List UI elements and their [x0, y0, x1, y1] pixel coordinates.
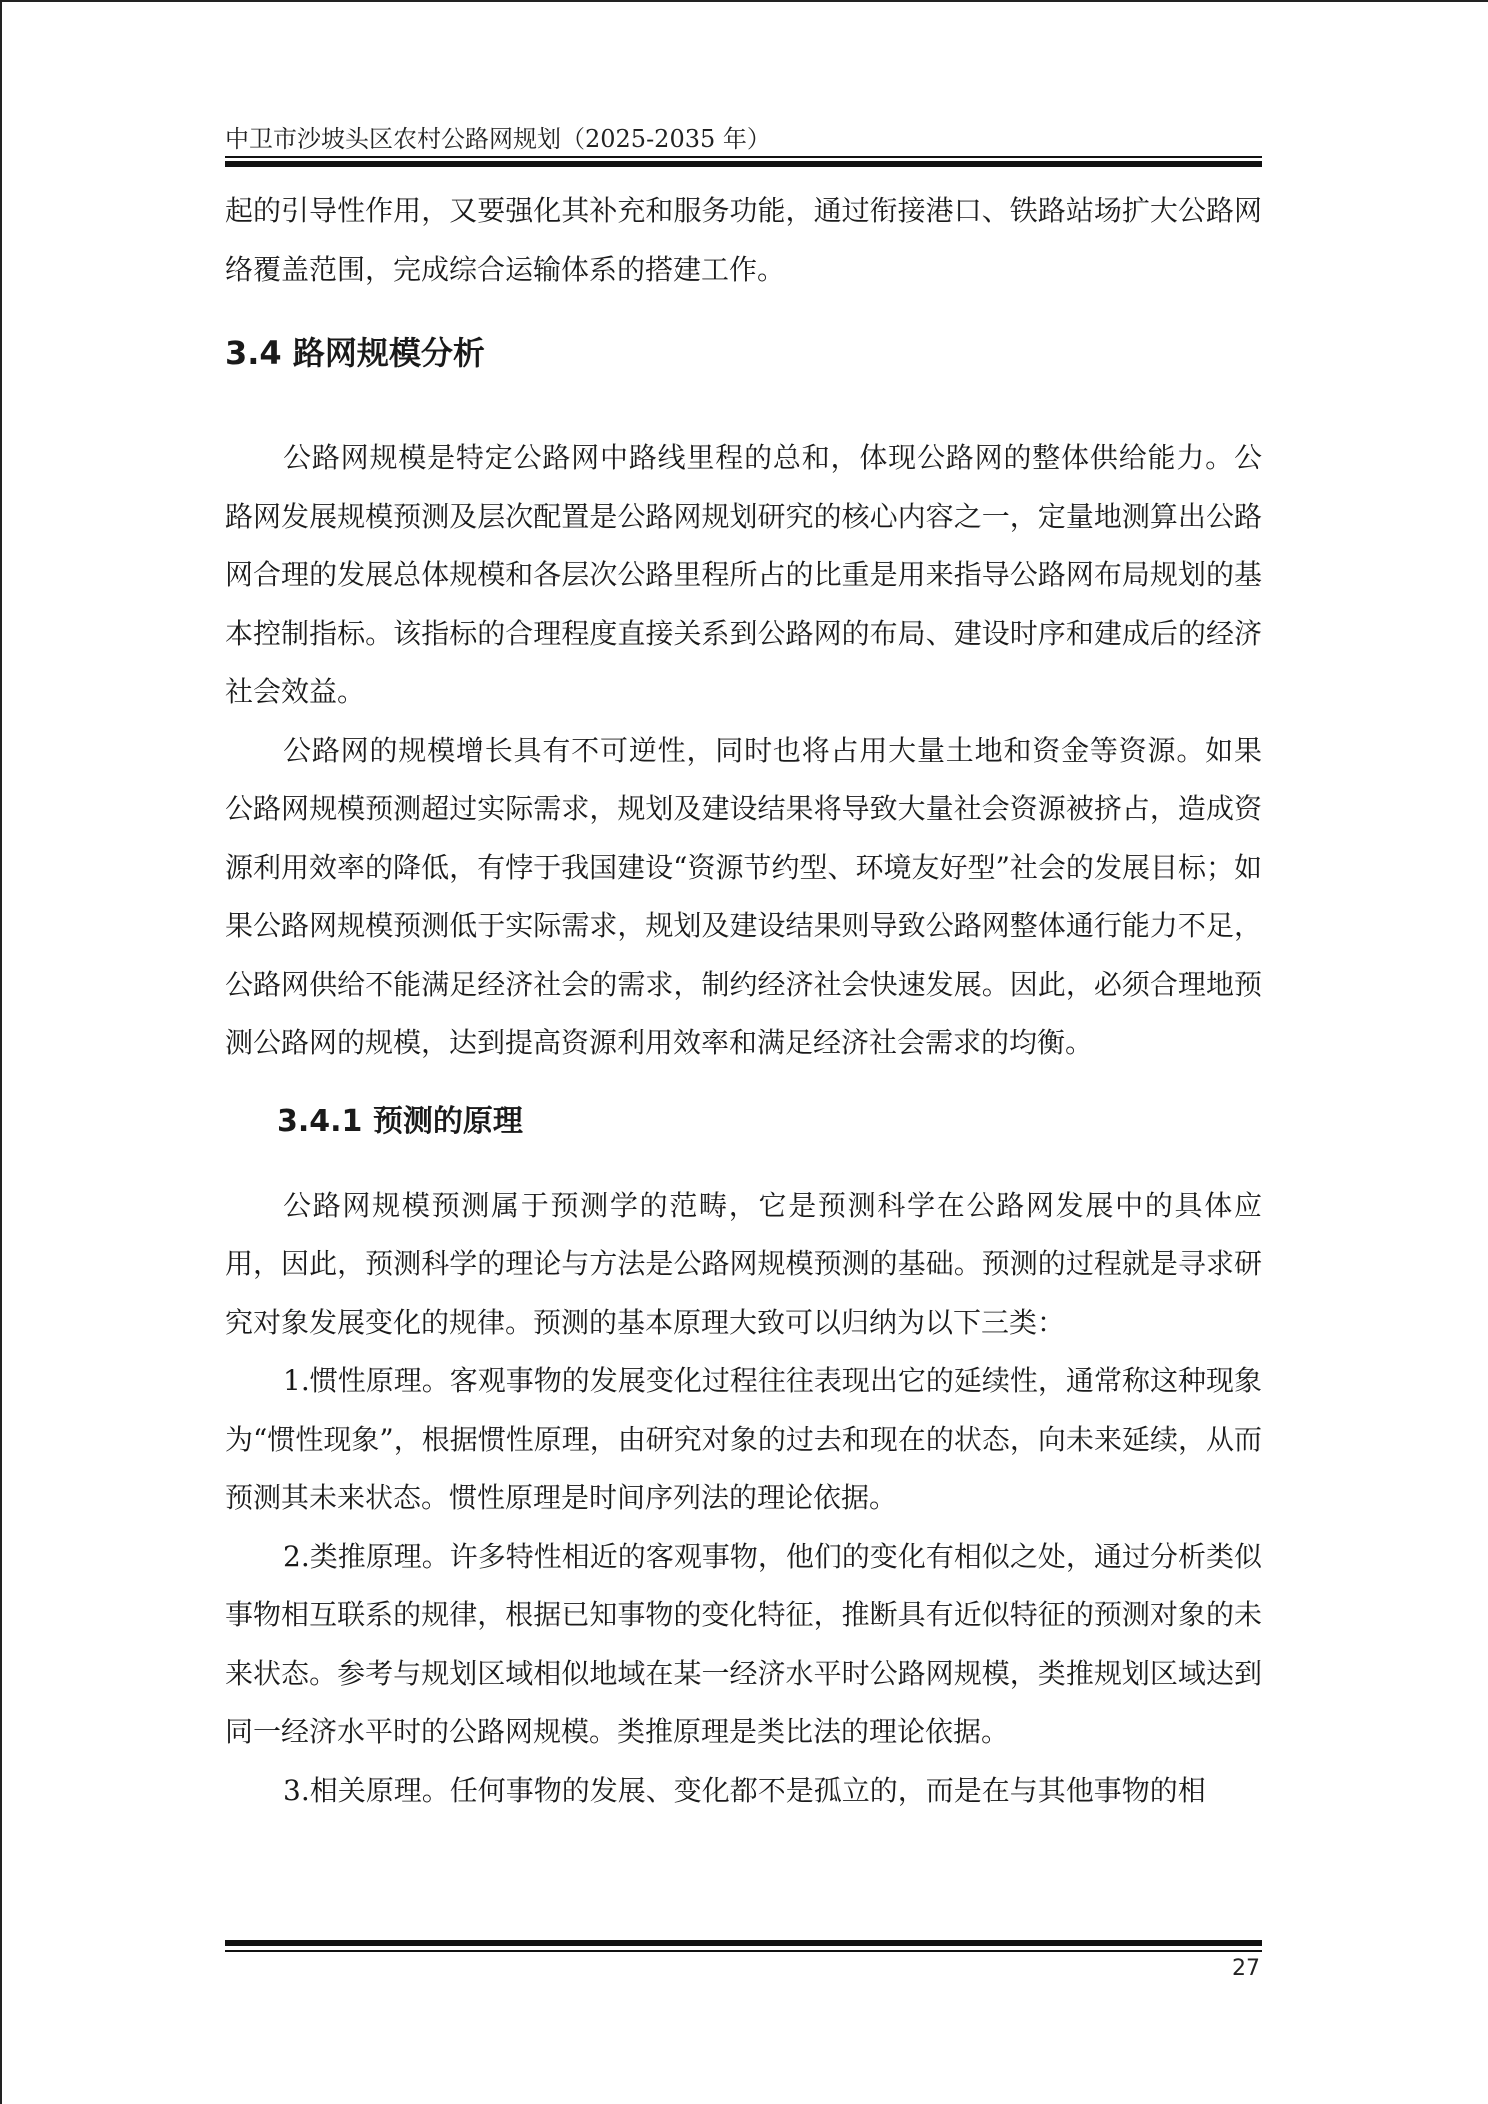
subsection-heading-3-4-1: 3.4.1 预测的原理: [277, 1103, 523, 1139]
page-edge-left: [0, 0, 2, 2104]
section-heading-3-4: 3.4 路网规模分析: [225, 334, 485, 372]
body-paragraph: 公路网规模是特定公路网中路线里程的总和，体现公路网的整体供给能力。公路网发展规模预测及层次配置是公路网规划研究的核心内容之一，定量地测算出公路网合理的发展总体规模和各层次公路里程所占的比重是用来指导公路网布局规划的基本控制指标。该指标的合理程度直接关系到公路网的布局、建设时序和建成后的经济社会效益。: [225, 441, 1262, 708]
running-header: 中卫市沙坡头区农村公路网规划（2025-2035 年）: [225, 125, 771, 153]
header-rule-thick: [225, 161, 1262, 167]
body-paragraph: 公路网的规模增长具有不可逆性，同时也将占用大量土地和资金等资源。如果公路网规模预测超过实际需求，规划及建设结果将导致大量社会资源被挤占，造成资源利用效率的降低，有悖于我国建设“资源节约型、环境友好型”社会的发展目标；如果公路网规模预测低于实际需求，规划及建设结果则导致公路网整体通行能力不足，公路网供给不能满足经济社会的需求，制约经济社会快速发展。因此，必须合理地预测公路网的规模，达到提高资源利用效率和满足经济社会需求的均衡。: [225, 733, 1262, 1059]
page-number: 27: [1232, 1956, 1260, 1981]
body-paragraph: 公路网规模预测属于预测学的范畴，它是预测科学在公路网发展中的具体应用，因此，预测科学的理论与方法是公路网规模预测的基础。预测的过程就是寻求研究对象发展变化的规律。预测的基本原理大致可以归纳为以下三类：: [225, 1188, 1262, 1339]
principle-item-correlation: 3.相关原理。任何事物的发展、变化都不是孤立的，而是在与其他事物的相: [283, 1773, 1206, 1807]
footer-rule-thin: [225, 1950, 1262, 1952]
header-rule-thin: [225, 156, 1262, 158]
principle-item-inertia: 1.惯性原理。客观事物的发展变化过程往往表现出它的延续性，通常称这种现象为“惯性现象”，根据惯性原理，由研究对象的过去和现在的状态，向未来延续，从而预测其未来状态。惯性原理是时间序列法的理论依据。: [225, 1364, 1262, 1514]
principle-item-analogy: 2.类推原理。许多特性相近的客观事物，他们的变化有相似之处，通过分析类似事物相互联系的规律，根据已知事物的变化特征，推断具有近似特征的预测对象的未来状态。参考与规划区域相似地域在某一经济水平时公路网规模，类推规划区域达到同一经济水平时的公路网规模。类推原理是类比法的理论依据。: [225, 1539, 1262, 1748]
intro-paragraph: 起的引导性作用，又要强化其补充和服务功能，通过衔接港口、铁路站场扩大公路网络覆盖范围，完成综合运输体系的搭建工作。: [225, 194, 1262, 286]
page-body: [225, 182, 1262, 1820]
footer-rule-thick: [225, 1940, 1262, 1946]
page-edge-top: [0, 0, 1488, 2]
